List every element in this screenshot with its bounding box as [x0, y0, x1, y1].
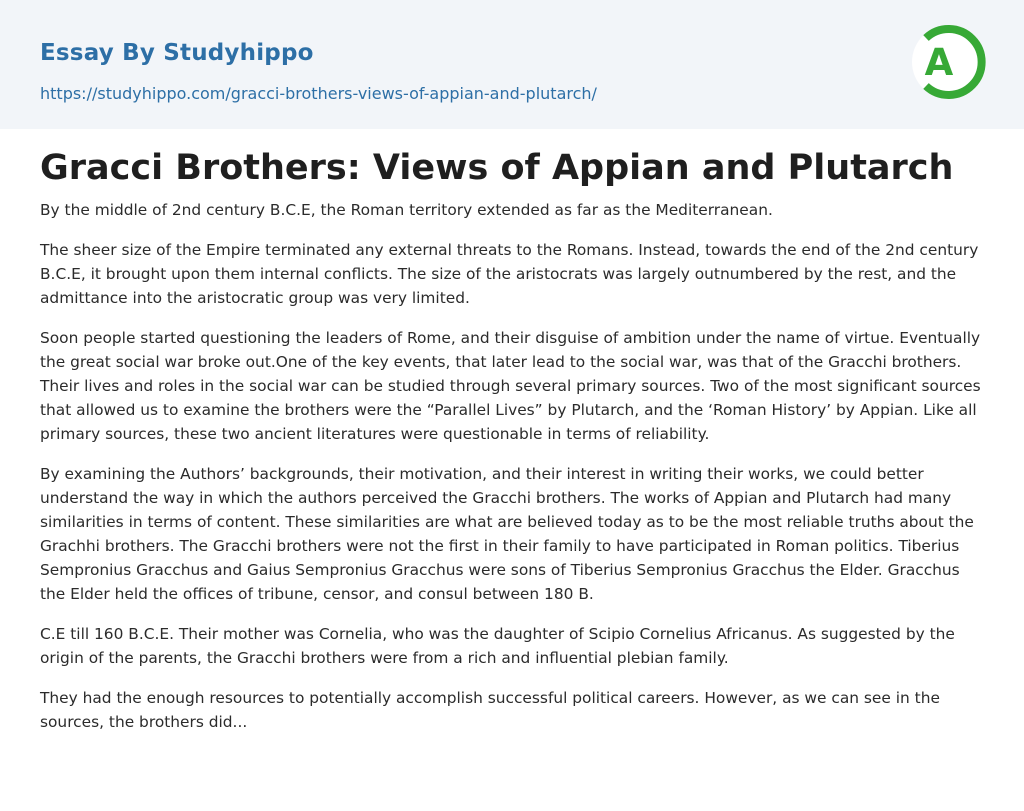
logo-letter: A	[924, 41, 954, 84]
paragraph: By the middle of 2nd century B.C.E, the Roman territory extended as far as the Mediterranean.	[40, 201, 773, 219]
article	[0, 129, 1024, 734]
paragraph: By examining the Authors’ backgrounds, their motivation, and their interest in writing their works, we could better understand the way in which the authors perceived the Gracchi brothers. The works of Appian and Plutarch had many similarities in terms of content. These similarities are what are believed today as to be the most reliable truths about the Grachhi brothers. The Gracchi brothers were not the first in their family to have participated in Roman politics. Tiberius Sempronius Gracchus and Gaius Sempronius Gracchus were sons of Tiberius Sempronius Gracchus the Elder. Gracchus the Elder held the offices of tribune, censor, and consul between 180 B.	[40, 465, 974, 603]
paragraph: The sheer size of the Empire terminated any external threats to the Romans. Instead, towards the end of the 2nd century B.C.E, it brought upon them internal conflicts. The size of the aristocrats was largely outnumbered by the rest, and the admittance into the aristocratic group was very limited.	[40, 241, 979, 307]
source-url-link[interactable]: https://studyhippo.com/gracci-brothers-views-of-appian-and-plutarch/	[40, 84, 597, 103]
paragraph: C.E till 160 B.C.E. Their mother was Cornelia, who was the daughter of Scipio Cornelius Africanus. As suggested by the origin of the parents, the Gracchi brothers were from a rich and influential plebian family.	[40, 625, 955, 667]
paragraph: Soon people started questioning the leaders of Rome, and their disguise of ambition under the name of virtue. Eventually the great social war broke out.One of the key events, that later lead to the social war, was that of the Gracchi brothers. Their lives and roles in the social war can be studied through several primary sources. Two of the most significant sources that allowed us to examine the brothers were the “Parallel Lives” by Plutarch, and the ‘Roman History’ by Appian. Like all primary sources, these two ancient literatures were questionable in terms of reliability.	[40, 329, 981, 443]
studyhippo-logo-icon[interactable]	[912, 19, 986, 105]
site-header	[0, 0, 1024, 129]
site-brand[interactable]: Essay By Studyhippo	[40, 40, 314, 66]
article-title: Gracci Brothers: Views of Appian and Plutarch	[40, 148, 954, 188]
paragraph: They had the enough resources to potentially accomplish successful political careers. However, as we can see in the sources, the brothers did...	[40, 689, 940, 731]
